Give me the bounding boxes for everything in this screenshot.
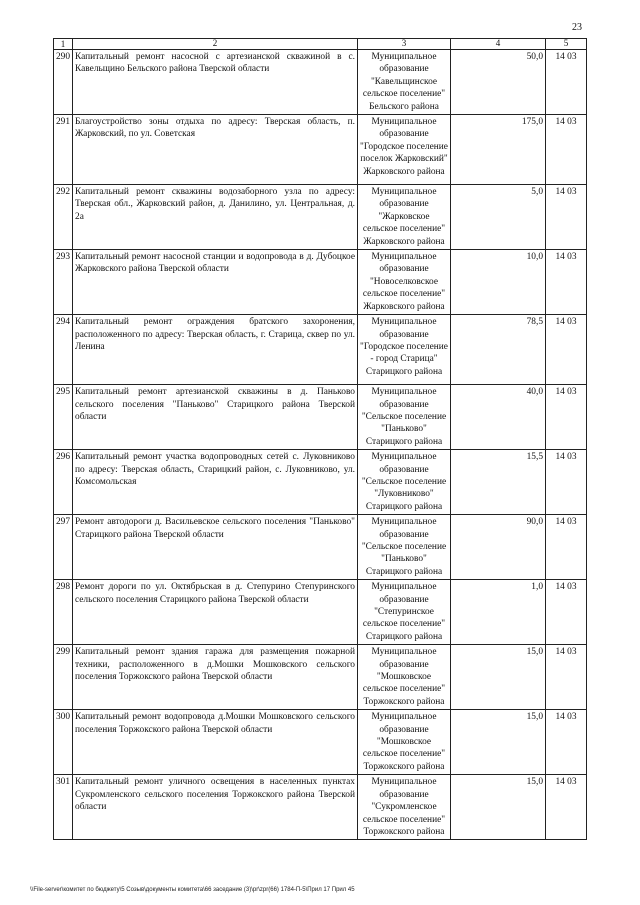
row-recipient: Муниципальное образование "Кавельщинское сельское поселение" Бельского района (358, 50, 451, 115)
row-amount: 15,0 (451, 710, 546, 775)
row-description: Ремонт дороги по ул. Октябрьская в д. Степурино Степуринского сельского поселения Старицкого района Тверской области (73, 580, 358, 645)
table-row (54, 450, 587, 515)
row-amount: 15,5 (451, 450, 546, 515)
row-description: Капитальный ремонт уличного освещения в населенных пунктах Сукромленского сельского поселения Торжокского района Тверской области (73, 775, 358, 840)
row-description: Ремонт автодороги д. Васильевское сельского поселения "Паньково" Старицкого района Тверской области (73, 515, 358, 580)
row-number: 293 (54, 250, 73, 315)
table-row (54, 50, 587, 115)
row-amount: 40,0 (451, 385, 546, 450)
row-budget-code: 14 03 (546, 250, 587, 315)
row-description: Капитальный ремонт скважины водозаборного узла по адресу: Тверская обл., Жарковский район, д. Данилино, ул. Центральная, д. 2а (73, 185, 358, 250)
row-description: Капитальный ремонт ограждения братского захоронения, расположенного по адресу: Тверская область, г. Старица, сквер по ул. Ленина (73, 315, 358, 385)
row-number: 297 (54, 515, 73, 580)
row-description: Капитальный ремонт насосной станции и водопровода в д. Дубоцкое Жарковского района Тверской области (73, 250, 358, 315)
row-recipient: Муниципальное образование "Сельское поселение "Паньково" Старицкого района (358, 515, 451, 580)
row-number: 298 (54, 580, 73, 645)
row-amount: 78,5 (451, 315, 546, 385)
row-budget-code: 14 03 (546, 450, 587, 515)
row-description: Капитальный ремонт артезианской скважины в д. Паньково сельского поселения "Паньково" Старицкого района Тверской области (73, 385, 358, 450)
table-row (54, 115, 587, 185)
row-recipient: Муниципальное образование "Новоселковское сельское поселение" Жарковского района (358, 250, 451, 315)
row-description: Капитальный ремонт участка водопроводных сетей с. Луковниково по адресу: Тверская область, Старицкий район, с. Луковниково, ул. Комсомольская (73, 450, 358, 515)
row-amount: 15,0 (451, 645, 546, 710)
table-row (54, 385, 587, 450)
header-cell: 3 (358, 39, 451, 50)
row-recipient: Муниципальное образование "Городское поселение - город Старица" Старицкого района (358, 315, 451, 385)
budget-table (53, 38, 587, 840)
row-number: 290 (54, 50, 73, 115)
table-header-row (54, 39, 587, 50)
row-budget-code: 14 03 (546, 645, 587, 710)
row-recipient: Муниципальное образование "Городское поселение поселок Жарковский" Жарковского района (358, 115, 451, 185)
row-recipient: Муниципальное образование "Мошковское сельское поселение" Торжокского района (358, 710, 451, 775)
page-number: 23 (572, 22, 582, 33)
header-cell: 5 (546, 39, 587, 50)
row-budget-code: 14 03 (546, 580, 587, 645)
row-number: 296 (54, 450, 73, 515)
table-row (54, 185, 587, 250)
row-recipient: Муниципальное образование "Сельское поселение "Паньково" Старицкого района (358, 385, 451, 450)
row-budget-code: 14 03 (546, 115, 587, 185)
row-amount: 50,0 (451, 50, 546, 115)
row-number: 300 (54, 710, 73, 775)
row-amount: 10,0 (451, 250, 546, 315)
table-row (54, 645, 587, 710)
row-amount: 15,0 (451, 775, 546, 840)
row-budget-code: 14 03 (546, 515, 587, 580)
header-cell: 4 (451, 39, 546, 50)
row-description: Благоустройство зоны отдыха по адресу: Тверская область, п. Жарковский, по ул. Советская (73, 115, 358, 185)
row-budget-code: 14 03 (546, 185, 587, 250)
row-amount: 175,0 (451, 115, 546, 185)
row-recipient: Муниципальное образование "Мошковское сельское поселение" Торжокского района (358, 645, 451, 710)
row-budget-code: 14 03 (546, 775, 587, 840)
header-cell: 1 (54, 39, 73, 50)
table-row (54, 775, 587, 840)
row-number: 295 (54, 385, 73, 450)
row-number: 294 (54, 315, 73, 385)
row-number: 291 (54, 115, 73, 185)
row-number: 299 (54, 645, 73, 710)
table-row (54, 250, 587, 315)
row-description: Капитальный ремонт водопровода д.Мошки Мошковского сельского поселения Торжокского района Тверской области (73, 710, 358, 775)
row-budget-code: 14 03 (546, 315, 587, 385)
row-amount: 1,0 (451, 580, 546, 645)
header-cell: 2 (73, 39, 358, 50)
file-path-footer: \\File-server\комитет по бюджету\5 Созыв\документы комитета\66 заседание (3)\pr\zpr(66) 1784-П-5\Прил 17 Прил 45 (30, 887, 355, 893)
table-row (54, 315, 587, 385)
row-recipient: Муниципальное образование "Жарковское сельское поселение" Жарковского района (358, 185, 451, 250)
row-description: Капитальный ремонт насосной с артезианской скважиной в с. Кавельщино Бельского района Тверской области (73, 50, 358, 115)
row-recipient: Муниципальное образование "Степуринское сельское поселение" Старицкого района (358, 580, 451, 645)
row-budget-code: 14 03 (546, 710, 587, 775)
row-recipient: Муниципальное образование "Сукромленское сельское поселение" Торжокского района (358, 775, 451, 840)
row-amount: 90,0 (451, 515, 546, 580)
row-description: Капитальный ремонт здания гаража для размещения пожарной техники, расположенного в д.Мошки Мошковского сельского поселения Торжокского района Тверской области (73, 645, 358, 710)
table-row (54, 710, 587, 775)
table-row (54, 515, 587, 580)
row-amount: 5,0 (451, 185, 546, 250)
row-number: 292 (54, 185, 73, 250)
table-row (54, 580, 587, 645)
row-recipient: Муниципальное образование "Сельское поселение "Луковниково" Старицкого района (358, 450, 451, 515)
row-budget-code: 14 03 (546, 385, 587, 450)
row-number: 301 (54, 775, 73, 840)
row-budget-code: 14 03 (546, 50, 587, 115)
